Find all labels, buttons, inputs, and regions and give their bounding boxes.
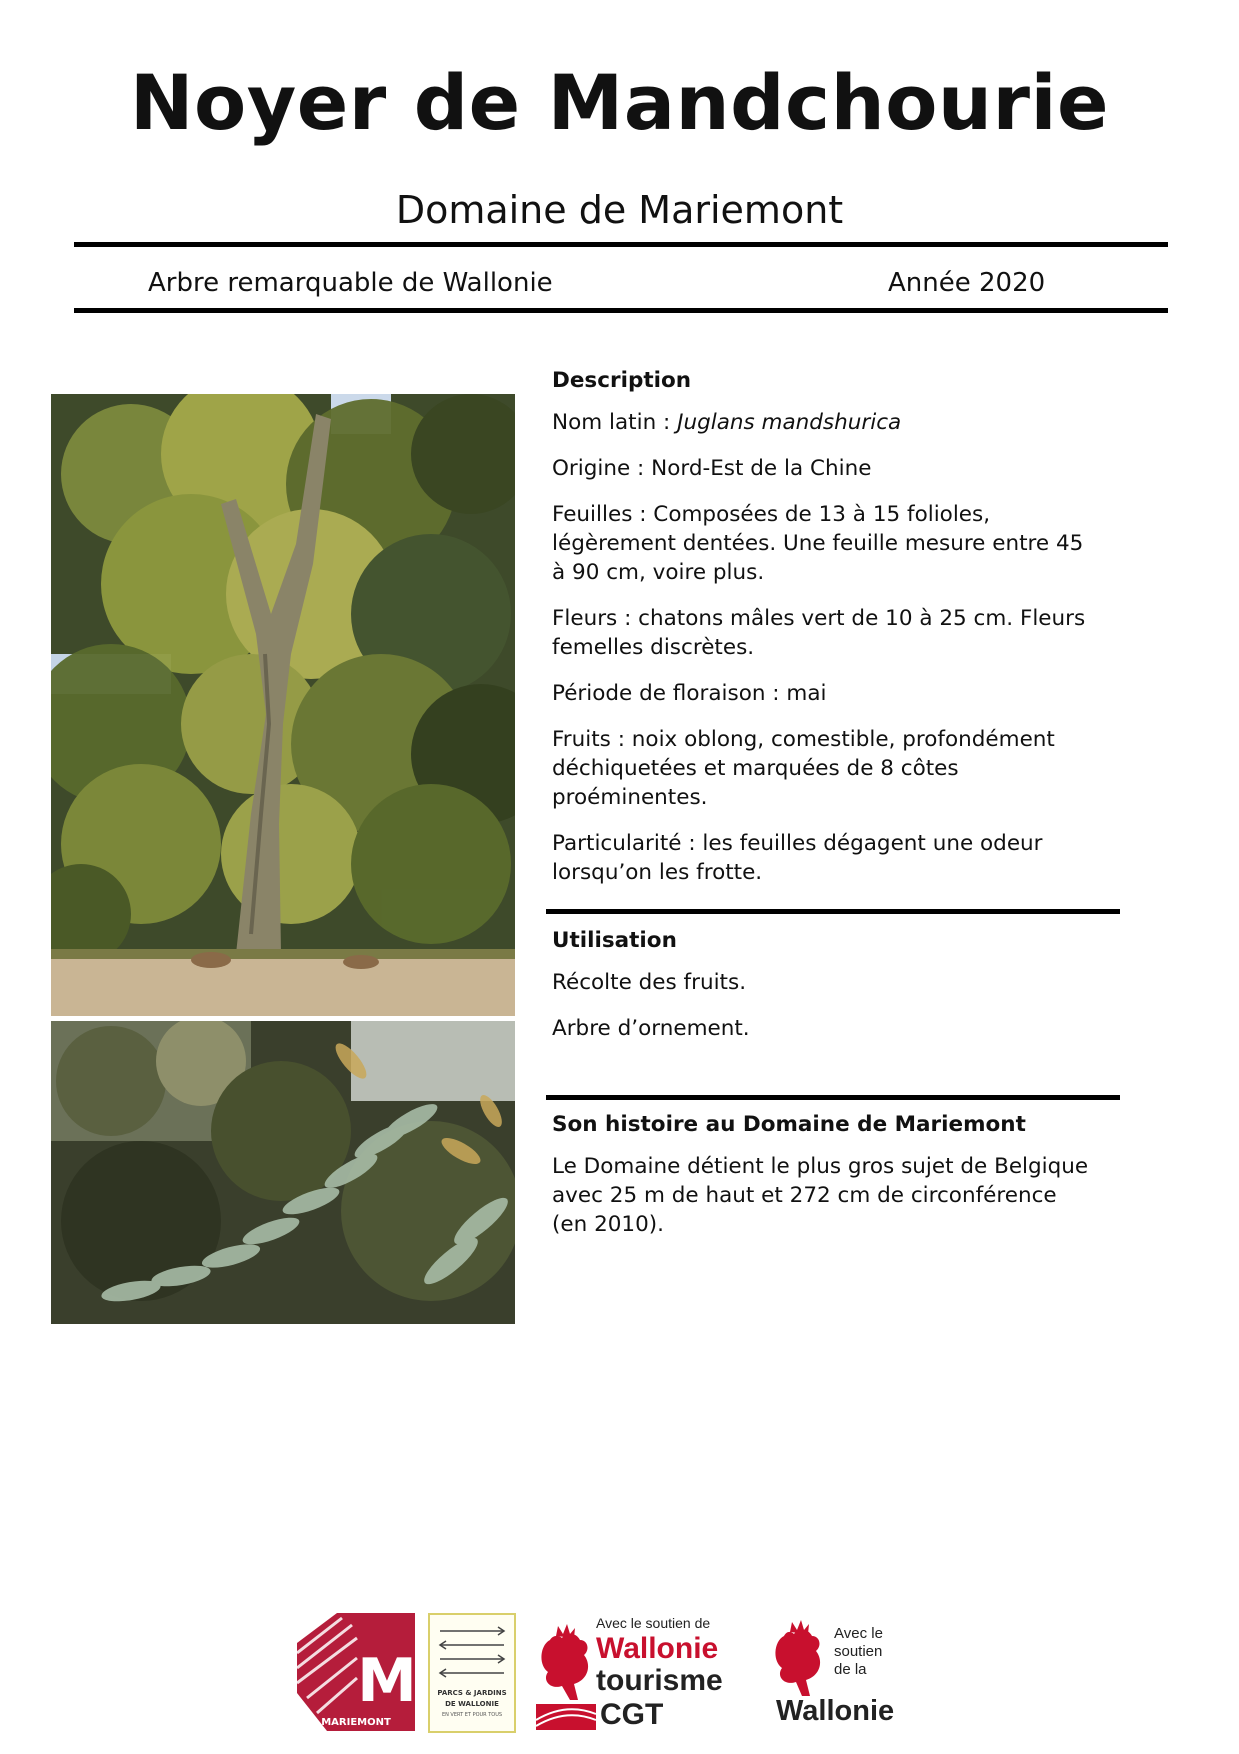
header-bottom-divider bbox=[74, 308, 1168, 313]
page-title: Noyer de Mandchourie bbox=[129, 58, 1110, 147]
fruits-line: Fruits : noix oblong, comestible, profondément déchiquetées et marquées de 8 côtes proéminentes. bbox=[552, 727, 1055, 810]
wallonie-soutien-logo bbox=[772, 1616, 912, 1726]
tree-photo bbox=[51, 394, 515, 1016]
fleurs-line: Fleurs : chatons mâles vert de 10 à 25 cm. Fleurs femelles discrètes. bbox=[552, 606, 1086, 660]
description-section bbox=[552, 366, 1092, 904]
utilisation-item: Récolte des fruits. bbox=[552, 970, 747, 995]
utilisation-item: Arbre d’ornement. bbox=[552, 1016, 750, 1041]
tourisme-logo-line3: tourisme bbox=[596, 1664, 723, 1697]
parcs-jardins-logo bbox=[428, 1613, 516, 1733]
wallonie-logo-line2: soutien bbox=[834, 1643, 883, 1660]
sponsor-logos bbox=[0, 1608, 1239, 1731]
rooster-icon bbox=[541, 1624, 588, 1700]
utilisation-heading: Utilisation bbox=[552, 928, 677, 953]
header-top-divider bbox=[74, 242, 1168, 247]
parcs-logo-line1: PARCS & JARDINS bbox=[437, 1689, 507, 1697]
utilisation-section bbox=[552, 926, 1092, 1060]
section-divider-2 bbox=[546, 1095, 1120, 1100]
leaves-photo bbox=[51, 1021, 515, 1324]
wallonie-tourisme-logo bbox=[530, 1610, 735, 1732]
mariemont-logo-letter: M bbox=[357, 1646, 415, 1716]
parcs-logo-line3: EN VERT ET POUR TOUS bbox=[441, 1712, 503, 1718]
wallonie-logo-line3: de la bbox=[834, 1661, 867, 1678]
feuilles-line: Feuilles : Composées de 13 à 15 folioles, légèrement dentées. Une feuille mesure entre 45 à 90 cm, voire plus. bbox=[552, 502, 1084, 585]
latin-name-value: Juglans mandshurica bbox=[677, 410, 902, 435]
latin-name-label: Nom latin : bbox=[552, 410, 678, 435]
description-heading: Description bbox=[552, 368, 692, 393]
mariemont-logo bbox=[297, 1613, 415, 1731]
parcs-logo-line2: DE WALLONIE bbox=[445, 1700, 499, 1708]
particularite-line: Particularité : les feuilles dégagent une odeur lorsqu’on les frotte. bbox=[552, 831, 1043, 885]
mariemont-logo-name: MARIEMONT bbox=[321, 1717, 391, 1728]
tourisme-logo-line1: Avec le soutien de bbox=[596, 1615, 711, 1631]
tourisme-logo-line4: CGT bbox=[600, 1698, 664, 1731]
origine-line: Origine : Nord-Est de la Chine bbox=[552, 456, 872, 481]
wallonie-logo-line4: Wallonie bbox=[776, 1695, 895, 1726]
latin-name-line bbox=[552, 408, 1092, 437]
histoire-heading: Son histoire au Domaine de Mariemont bbox=[552, 1112, 1026, 1137]
rooster-icon bbox=[775, 1620, 820, 1696]
wallonie-logo-line1: Avec le bbox=[834, 1625, 883, 1642]
section-divider-1 bbox=[546, 909, 1120, 914]
page-subtitle: Domaine de Mariemont bbox=[395, 188, 844, 232]
floraison-line: Période de floraison : mai bbox=[552, 681, 827, 706]
histoire-text: Le Domaine détient le plus gros sujet de Belgique avec 25 m de haut et 272 cm de circonférence (en 2010). bbox=[552, 1154, 1089, 1237]
label-annee: Année 2020 bbox=[888, 268, 1046, 298]
tourisme-logo-line2: Wallonie bbox=[596, 1632, 719, 1665]
histoire-section bbox=[552, 1110, 1092, 1256]
label-arbre-remarquable: Arbre remarquable de Wallonie bbox=[148, 268, 553, 298]
